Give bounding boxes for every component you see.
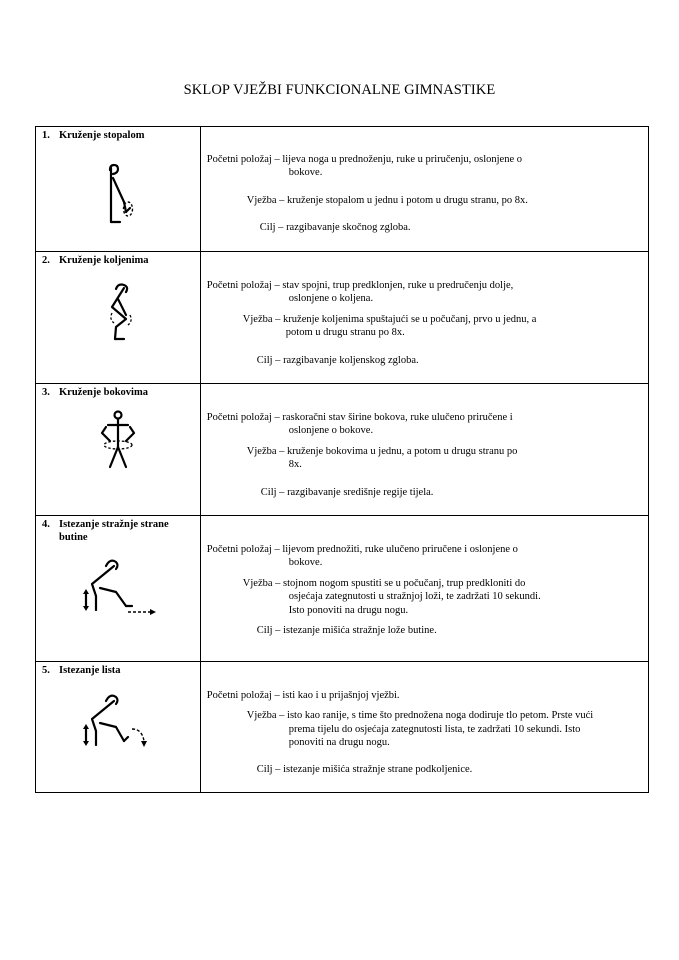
- exercise-description-cell: [200, 127, 648, 252]
- exercise-name: Kruženje bokovima: [59, 387, 148, 398]
- cilj-text: istezanje mišića stražnje lože butine.: [283, 625, 437, 637]
- pocetni-text: bokove.: [288, 167, 323, 179]
- ankle-circle-figure-icon: [88, 160, 148, 230]
- exercise-name-cell: [36, 127, 201, 252]
- vjezba-text: ponoviti na drugu nogu.: [288, 737, 390, 749]
- cilj-text: razgibavanje skočnog zgloba.: [286, 222, 411, 234]
- pocetni-text: bokove.: [288, 557, 323, 569]
- exercise-title: [36, 384, 200, 399]
- exercise-name-cell: [36, 252, 201, 384]
- cilj-text: razgibavanje koljenskog zgloba.: [283, 354, 419, 366]
- exercise-name: Kruženje koljenima: [59, 255, 149, 266]
- pocetni-label: Početni položaj –: [206, 280, 280, 291]
- vjezba-label: Vježba –: [246, 194, 285, 206]
- pocetni-text: raskoračni stav širine bokova, ruke ulučeno priručene i: [282, 412, 513, 423]
- exercise-name: Istezanje lista: [59, 665, 121, 676]
- pocetni-text: isti kao i u prijašnjoj vježbi.: [282, 690, 400, 701]
- exercise-table: [35, 126, 649, 793]
- vjezba-text: osjećaja zategnutosti u stražnjoj loži, te zadržati 10 sekundi.: [288, 591, 541, 603]
- cilj-text: razgibavanje središnje regije tijela.: [287, 486, 434, 498]
- exercise-name-cell: [36, 516, 201, 662]
- hip-circle-figure-icon: [88, 407, 148, 477]
- exercise-name: Istezanje stražnje strane: [59, 519, 169, 530]
- exercise-title: [36, 662, 200, 677]
- cilj-label: Cilj –: [259, 222, 284, 234]
- exercise-title: [36, 516, 200, 544]
- cilj-label: Cilj –: [256, 354, 281, 366]
- pocetni-text: oslonjene o bokove.: [288, 425, 374, 437]
- cilj-label: Cilj –: [260, 486, 285, 498]
- vjezba-label: Vježba –: [242, 577, 281, 589]
- vjezba-label: Vježba –: [246, 445, 285, 457]
- exercise-number: 4.: [42, 519, 50, 530]
- pocetni-text: oslonjene o koljena.: [288, 293, 374, 305]
- exercise-name-continued: butine: [59, 532, 88, 543]
- hamstring-stretch-figure-icon: [66, 554, 166, 624]
- cilj-label: Cilj –: [256, 625, 281, 637]
- calf-stretch-figure-icon: [66, 689, 166, 759]
- exercise-number: 3.: [42, 387, 50, 398]
- vjezba-text: potom u drugu stranu po 8x.: [285, 327, 405, 339]
- pocetni-text: lijeva noga u prednoženju, ruke u priručenju, oslonjene o: [282, 154, 523, 165]
- exercise-title: [36, 127, 200, 142]
- exercise-row: [36, 516, 649, 662]
- vjezba-text: kruženje bokovima u jednu, a potom u drugu stranu po: [287, 445, 518, 457]
- exercise-row: [36, 662, 649, 793]
- exercise-name: Kruženje stopalom: [59, 130, 145, 141]
- cilj-text: istezanje mišića stražnje strane podkoljenice.: [283, 763, 473, 775]
- exercise-description-cell: [200, 252, 648, 384]
- vjezba-label: Vježba –: [246, 710, 285, 722]
- cilj-label: Cilj –: [256, 763, 281, 775]
- exercise-row: [36, 127, 649, 252]
- vjezba-text: Isto ponoviti na drugu nogu.: [288, 604, 409, 616]
- vjezba-text: prema tijelu do osjećaja zategnutosti lista, te zadržati 10 sekundi. Isto: [288, 723, 581, 735]
- vjezba-text: stojnom nogom spustiti se u počučanj, trup predkloniti do: [283, 577, 526, 589]
- vjezba-label: Vježba –: [242, 313, 281, 325]
- exercise-title: [36, 252, 200, 267]
- exercise-row: [36, 384, 649, 516]
- exercise-name-cell: [36, 662, 201, 793]
- exercise-row: [36, 252, 649, 384]
- vjezba-text: kruženje koljenima spuštajući se u počučanj, prvo u jednu, a: [283, 313, 537, 325]
- exercise-name-cell: [36, 384, 201, 516]
- vjezba-text: kruženje stopalom u jednu i potom u drugu stranu, po 8x.: [287, 194, 528, 206]
- pocetni-label: Početni položaj –: [206, 544, 280, 555]
- pocetni-label: Početni položaj –: [206, 412, 280, 423]
- pocetni-text: stav spojni, trup predklonjen, ruke u predručenju dolje,: [282, 280, 514, 291]
- pocetni-label: Početni položaj –: [206, 690, 280, 701]
- vjezba-text: isto kao ranije, s time što prednožena noga dodiruje tlo petom. Prste vući: [287, 710, 594, 722]
- exercise-description-cell: [200, 662, 648, 793]
- vjezba-text: 8x.: [288, 459, 302, 471]
- exercise-number: 1.: [42, 130, 50, 141]
- exercise-description-cell: [200, 516, 648, 662]
- pocetni-text: lijevom prednožiti, ruke ulučeno priručene i oslonjene o: [282, 544, 518, 555]
- exercise-number: 5.: [42, 665, 50, 676]
- page-title: SKLOP VJEŽBI FUNKCIONALNE GIMNASTIKE: [183, 82, 496, 98]
- exercise-description-cell: [200, 384, 648, 516]
- knee-circle-figure-icon: [88, 279, 148, 349]
- pocetni-label: Početni položaj –: [206, 154, 280, 165]
- exercise-number: 2.: [42, 255, 50, 266]
